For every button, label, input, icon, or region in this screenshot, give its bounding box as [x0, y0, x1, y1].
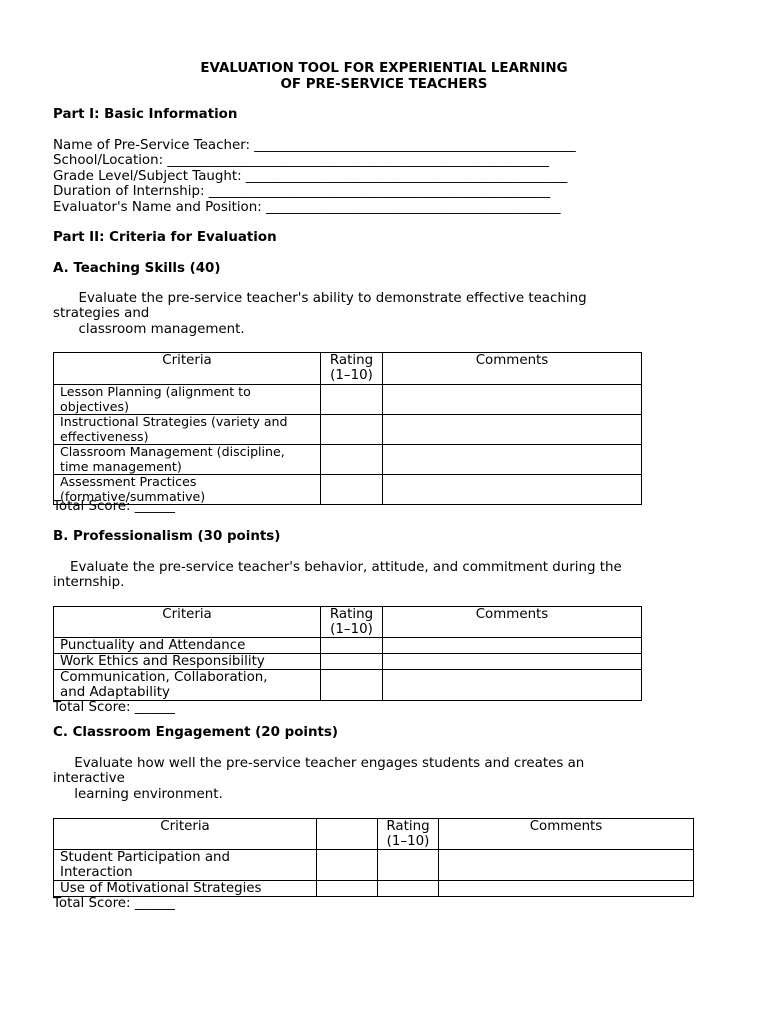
col-header-comments: Comments: [383, 607, 642, 638]
criteria-cell: Classroom Management (discipline, time management): [54, 445, 321, 475]
blank-cell[interactable]: [317, 881, 378, 897]
comments-cell[interactable]: [383, 475, 642, 505]
criteria-cell: Assessment Practices (formative/summative): [54, 475, 321, 505]
criteria-cell: Instructional Strategies (variety and effectiveness): [54, 415, 321, 445]
section-c-table: [53, 818, 694, 897]
section-c-desc-line3: learning environment.: [53, 787, 223, 802]
comments-cell[interactable]: [383, 670, 642, 701]
table-row: [54, 670, 642, 701]
document-title-line1: EVALUATION TOOL FOR EXPERIENTIAL LEARNING: [200, 61, 568, 76]
col-header-rating: Rating (1–10): [378, 819, 439, 850]
field-evaluator: Evaluator's Name and Position: ____________________________________________: [53, 200, 561, 215]
table-row: [54, 881, 694, 897]
col-header-criteria: Criteria: [54, 607, 321, 638]
col-header-rating: Rating (1–10): [321, 353, 383, 385]
comments-cell[interactable]: [439, 881, 694, 897]
section-c-total-score: Total Score: ______: [53, 896, 175, 911]
section-b-desc-line1: Evaluate the pre-service teacher's behavior, attitude, and commitment during the: [53, 560, 622, 575]
criteria-cell: Communication, Collaboration, and Adaptability: [54, 670, 321, 701]
field-duration: Duration of Internship: ___________________________________________________: [53, 184, 551, 199]
comments-cell[interactable]: [383, 415, 642, 445]
section-b-desc-line2: internship.: [53, 575, 125, 590]
part2-heading: Part II: Criteria for Evaluation: [53, 230, 277, 245]
table-row: [54, 445, 642, 475]
field-teacher-name: Name of Pre-Service Teacher: ________________________________________________: [53, 138, 576, 153]
section-a-table: [53, 352, 642, 505]
criteria-cell: Use of Motivational Strategies: [54, 881, 317, 897]
comments-cell[interactable]: [383, 638, 642, 654]
rating-cell[interactable]: [321, 654, 383, 670]
rating-cell[interactable]: [321, 638, 383, 654]
section-a-desc-line3: classroom management.: [53, 322, 245, 337]
col-header-rating: Rating (1–10): [321, 607, 383, 638]
criteria-cell: Punctuality and Attendance: [54, 638, 321, 654]
section-c-heading: C. Classroom Engagement (20 points): [53, 725, 339, 740]
table-row: [54, 385, 642, 415]
document-title-line2: OF PRE-SERVICE TEACHERS: [280, 77, 488, 92]
section-a-heading: A. Teaching Skills (40): [53, 261, 221, 276]
rating-cell[interactable]: [321, 385, 383, 415]
section-a-total-score: Total Score: ______: [53, 499, 175, 514]
section-b-table: [53, 606, 642, 701]
rating-cell[interactable]: [378, 850, 439, 881]
criteria-cell: Work Ethics and Responsibility: [54, 654, 321, 670]
field-grade-level: Grade Level/Subject Taught: ________________________________________________: [53, 169, 568, 184]
section-a-desc-line2: strategies and: [53, 306, 150, 321]
field-school-location: School/Location: _________________________________________________________: [53, 153, 550, 168]
section-c-desc-line2: interactive: [53, 771, 125, 786]
comments-cell[interactable]: [383, 445, 642, 475]
section-c-desc-line1: Evaluate how well the pre-service teacher engages students and creates an: [53, 756, 585, 771]
section-b-total-score: Total Score: ______: [53, 700, 175, 715]
col-header-criteria: Criteria: [54, 353, 321, 385]
table-row: [54, 415, 642, 445]
table-row: [54, 638, 642, 654]
rating-cell[interactable]: [321, 415, 383, 445]
col-header-blank: [317, 819, 378, 850]
section-b-heading: B. Professionalism (30 points): [53, 529, 281, 544]
rating-cell[interactable]: [321, 475, 383, 505]
col-header-comments: Comments: [383, 353, 642, 385]
section-a-desc-line1: Evaluate the pre-service teacher's ability to demonstrate effective teaching: [53, 291, 587, 306]
comments-cell[interactable]: [383, 654, 642, 670]
part1-heading: Part I: Basic Information: [53, 107, 238, 122]
table-row: [54, 850, 694, 881]
criteria-cell: Student Participation and Interaction: [54, 850, 317, 881]
comments-cell[interactable]: [383, 385, 642, 415]
col-header-criteria: Criteria: [54, 819, 317, 850]
rating-cell[interactable]: [321, 670, 383, 701]
blank-cell[interactable]: [317, 850, 378, 881]
criteria-cell: Lesson Planning (alignment to objectives): [54, 385, 321, 415]
table-row: [54, 654, 642, 670]
col-header-comments: Comments: [439, 819, 694, 850]
rating-cell[interactable]: [321, 445, 383, 475]
rating-cell[interactable]: [378, 881, 439, 897]
comments-cell[interactable]: [439, 850, 694, 881]
